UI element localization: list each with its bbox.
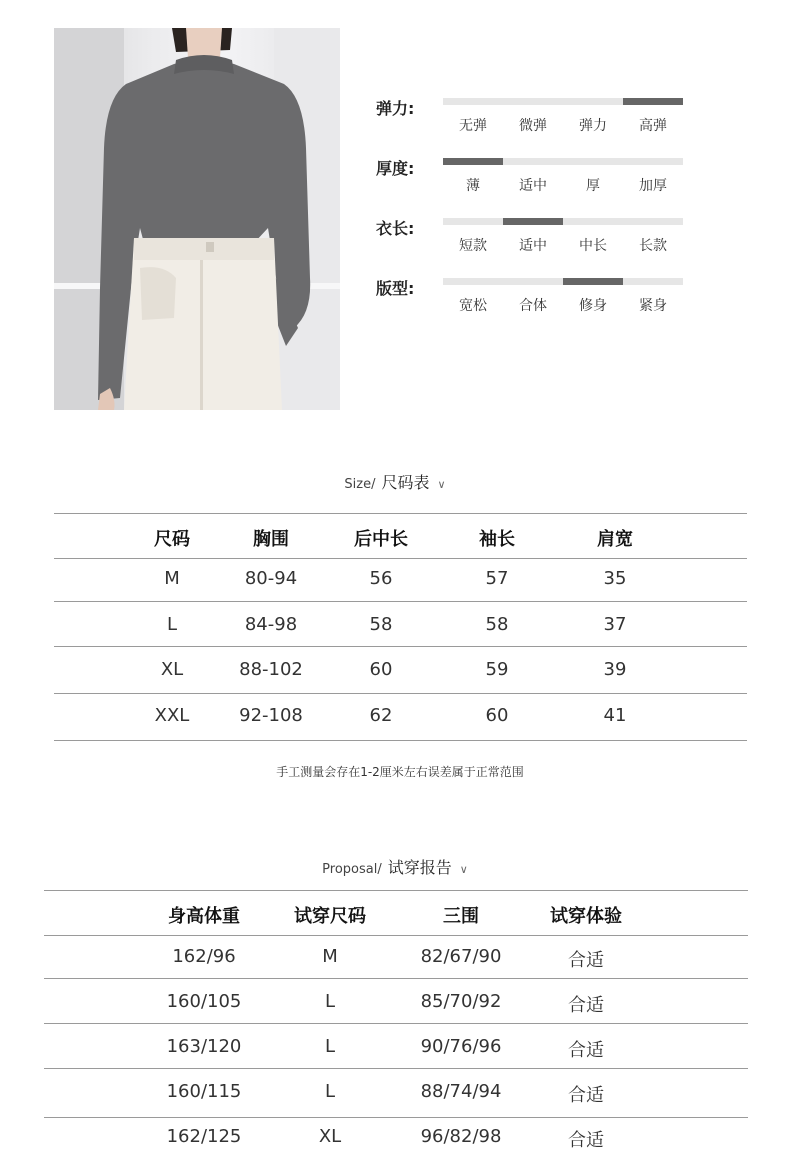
proposal-table xyxy=(44,890,748,1160)
scale-option: 微弹 xyxy=(519,118,547,134)
table-header-cell: 身高体重 xyxy=(168,906,240,927)
table-cell: XXL xyxy=(154,705,190,726)
table-divider xyxy=(54,646,747,647)
attribute-row xyxy=(376,218,696,258)
attribute-label: 厚度: xyxy=(376,159,415,178)
scale-selected-indicator xyxy=(443,158,503,165)
table-cell: M xyxy=(164,568,180,589)
scale-option: 紧身 xyxy=(639,298,667,314)
model-illustration xyxy=(54,28,340,410)
table-divider xyxy=(44,978,748,979)
scale-option: 薄 xyxy=(466,178,480,194)
scale-selected-indicator xyxy=(503,218,563,225)
table-cell: 57 xyxy=(485,568,509,589)
table-cell: L xyxy=(324,1036,336,1057)
table-cell: 41 xyxy=(603,705,627,726)
table-cell: 58 xyxy=(485,614,509,635)
table-cell: 35 xyxy=(603,568,627,589)
scale-selected-indicator xyxy=(623,98,683,105)
scale-track xyxy=(443,278,683,285)
table-divider xyxy=(44,1068,748,1069)
table-cell: M xyxy=(322,946,338,967)
table-header-cell: 尺码 xyxy=(154,529,190,550)
table-cell: 39 xyxy=(603,659,627,680)
attribute-label: 弹力: xyxy=(376,99,415,118)
size-title-en: Size/ xyxy=(344,477,376,492)
table-cell: 62 xyxy=(369,705,393,726)
scale-option: 厚 xyxy=(586,178,600,194)
table-header-cell: 袖长 xyxy=(479,529,515,550)
scale-option: 无弹 xyxy=(459,118,487,134)
table-cell: 82/67/90 xyxy=(420,946,502,967)
table-divider xyxy=(44,890,748,891)
table-divider xyxy=(54,693,747,694)
scale-track xyxy=(443,98,683,105)
scale-option: 高弹 xyxy=(639,118,667,134)
measurement-note: 手工测量会存在1-2厘米左右误差属于正常范围 xyxy=(276,765,524,779)
table-cell: 90/76/96 xyxy=(420,1036,502,1057)
table-cell: 60 xyxy=(485,705,509,726)
proposal-title-cn: 试穿报告 xyxy=(387,858,452,877)
table-header-cell: 试穿尺码 xyxy=(294,906,366,927)
scale-option: 宽松 xyxy=(459,298,487,314)
product-photo xyxy=(54,28,340,410)
table-cell: 88-102 xyxy=(239,659,303,680)
table-cell: 92-108 xyxy=(239,705,303,726)
table-cell: 合适 xyxy=(568,1130,604,1151)
table-divider xyxy=(54,740,747,741)
table-cell: 80-94 xyxy=(244,568,298,589)
proposal-section-title xyxy=(0,855,790,878)
table-cell: 85/70/92 xyxy=(420,991,502,1012)
table-cell: XL xyxy=(318,1126,342,1147)
table-cell: 56 xyxy=(369,568,393,589)
table-divider xyxy=(54,513,747,514)
table-cell: 96/82/98 xyxy=(420,1126,502,1147)
table-cell: 162/96 xyxy=(172,946,236,967)
table-header-cell: 后中长 xyxy=(354,529,408,550)
scale-option: 修身 xyxy=(579,298,607,314)
scale-option: 合体 xyxy=(519,298,547,314)
table-cell: 合适 xyxy=(568,995,604,1016)
table-cell: 162/125 xyxy=(166,1126,242,1147)
scale-selected-indicator xyxy=(563,278,623,285)
scale-option: 适中 xyxy=(519,238,547,254)
table-header-cell: 试穿体验 xyxy=(550,906,622,927)
table-divider xyxy=(44,1023,748,1024)
table-cell: L xyxy=(324,991,336,1012)
table-cell: 58 xyxy=(369,614,393,635)
table-cell: L xyxy=(324,1081,336,1102)
scale-option: 弹力 xyxy=(579,118,607,134)
table-cell: 160/105 xyxy=(166,991,242,1012)
table-cell: XL xyxy=(160,659,184,680)
attribute-label: 衣长: xyxy=(376,219,415,238)
scale-option: 中长 xyxy=(579,238,607,254)
table-cell: 88/74/94 xyxy=(420,1081,502,1102)
table-header-cell: 胸围 xyxy=(253,529,289,550)
chevron-down-icon: ∨ xyxy=(437,478,446,491)
attribute-label: 版型: xyxy=(376,279,415,298)
table-cell: L xyxy=(166,614,178,635)
table-cell: 37 xyxy=(603,614,627,635)
proposal-title-en: Proposal/ xyxy=(322,862,382,877)
scale-option: 短款 xyxy=(459,238,487,254)
table-header-cell: 三围 xyxy=(443,906,479,927)
scale-option: 适中 xyxy=(519,178,547,194)
chevron-down-icon: ∨ xyxy=(459,863,468,876)
table-cell: 合适 xyxy=(568,950,604,971)
table-divider xyxy=(44,1117,748,1118)
scale-option: 加厚 xyxy=(639,178,667,194)
table-divider xyxy=(54,558,747,559)
table-cell: 160/115 xyxy=(166,1081,242,1102)
table-cell: 59 xyxy=(485,659,509,680)
size-section-title xyxy=(0,470,790,493)
table-cell: 60 xyxy=(369,659,393,680)
table-cell: 合适 xyxy=(568,1085,604,1106)
size-table xyxy=(54,513,747,743)
scale-track xyxy=(443,158,683,165)
table-cell: 163/120 xyxy=(166,1036,242,1057)
scale-option: 长款 xyxy=(639,238,667,254)
attribute-row xyxy=(376,158,696,198)
table-divider xyxy=(54,601,747,602)
table-header-cell: 肩宽 xyxy=(597,529,633,550)
table-divider xyxy=(44,935,748,936)
table-cell: 84-98 xyxy=(244,614,298,635)
size-title-cn: 尺码表 xyxy=(381,473,430,492)
attribute-row xyxy=(376,98,696,138)
attribute-row xyxy=(376,278,696,318)
scale-track xyxy=(443,218,683,225)
table-cell: 合适 xyxy=(568,1040,604,1061)
